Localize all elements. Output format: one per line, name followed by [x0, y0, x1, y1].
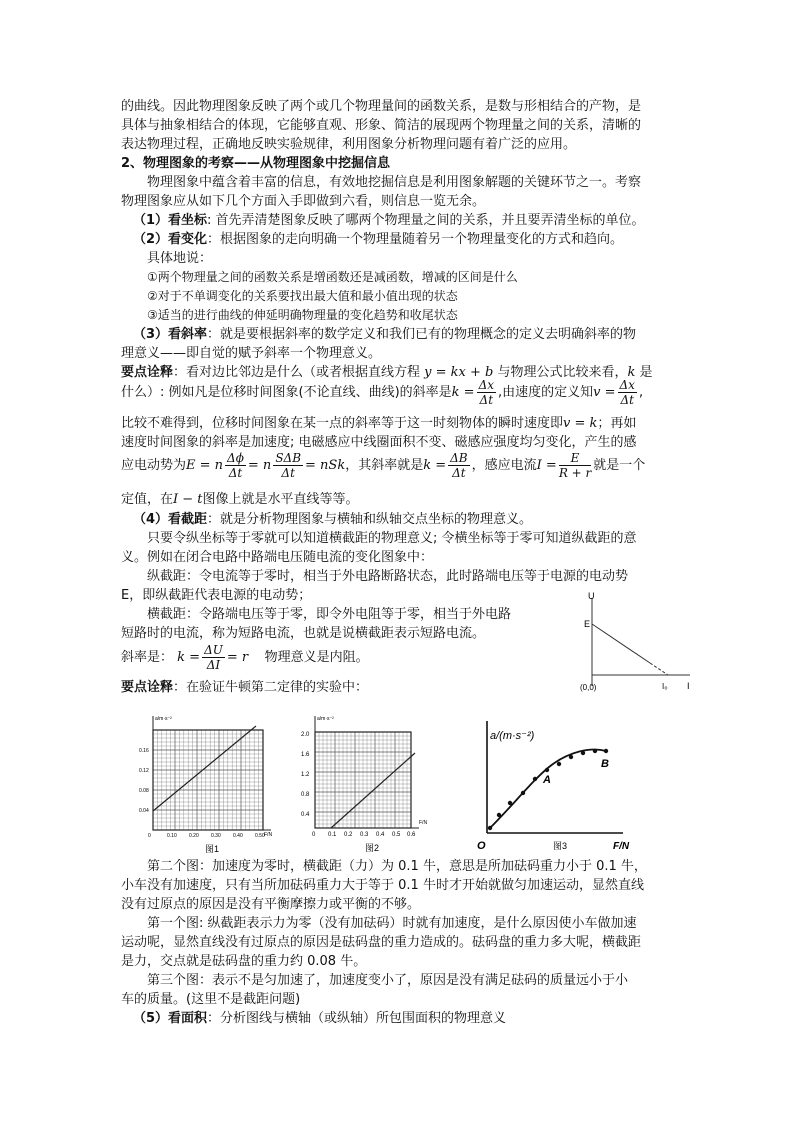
- x-tick: 0: [312, 832, 316, 838]
- section-heading: 2、物理图象的考察——从物理图象中挖掘信息: [121, 156, 391, 171]
- y-tick: 0.16: [139, 748, 149, 754]
- item-label: （2）看变化: [133, 232, 208, 247]
- data-point: [557, 762, 561, 766]
- paragraph: 物理图象中蕴含着丰富的信息，有效地挖掘信息是利用图象解题的关键环节之一。考察: [147, 175, 642, 190]
- point-a-label: A: [543, 774, 551, 786]
- note-line-5: [121, 451, 677, 481]
- paragraph: 车的质量。(这里不是截距问题): [121, 992, 301, 1007]
- fraction-dx-dt: [477, 378, 496, 407]
- paragraph: 第二个图：加速度为零时，横截距（力）为 0.1 牛，意思是所加砝码重力小于 0.1 牛，: [147, 859, 647, 874]
- paragraph: 短路时的电流，称为短路电流，也就是说横截距表示短路电流。: [121, 626, 486, 641]
- text: 应电动势为: [121, 458, 187, 473]
- text: 斜率是：: [121, 650, 174, 665]
- item-4: [133, 510, 689, 529]
- list-item: ③适当的进行曲线的伸延明确物理量的变化趋势和收尾状态: [147, 308, 458, 322]
- point-b-label: B: [601, 758, 609, 770]
- paragraph: 运动呢，显然直线没有过原点的原因是砝码盘的重力造成的。砝码盘的重力多大呢，横截距: [121, 935, 642, 950]
- equation: k =: [423, 458, 447, 473]
- item-1: [133, 211, 689, 230]
- paragraph: 理意义——即自觉的赋予斜率一个物理意义。: [121, 346, 382, 361]
- fraction-dphi-dt: [225, 451, 246, 480]
- origin-tick: 0: [148, 833, 151, 839]
- x-axis-label: I: [687, 681, 690, 691]
- note-line-4: 速度时间图象的斜率是加速度; 电磁感应中线圈面积不变、磁感应强度均匀变化，产生的感: [121, 435, 637, 450]
- x-tick: 0.5: [392, 832, 401, 838]
- intro-line-2: 具体与抽象相结合的体现，它能够直观、形象、简洁的展现两个物理量之间的关系，清晰的: [121, 118, 642, 133]
- origin-label: (0,0): [580, 683, 597, 692]
- numerator: Δx: [478, 378, 494, 392]
- y-tick: 0.08: [139, 788, 149, 794]
- data-point: [604, 749, 608, 753]
- e-label: E: [584, 619, 591, 629]
- list-item: ②对于不单调变化的关系要找出最大值和最小值出现的状态: [147, 289, 458, 303]
- x-tick: 0.2: [344, 832, 353, 838]
- y-tick: 1.6: [301, 752, 310, 758]
- item-label: （1）看坐标: [133, 213, 208, 228]
- intro-line-1: 的曲线。因此物理图象反映了两个或几个物理量间的函数关系，是数与形相结合的产物，是: [121, 99, 642, 114]
- denominator: R + r: [558, 466, 592, 480]
- y-tick: 2.0: [301, 732, 310, 738]
- paragraph: 纵截距：令电流等于零时，相当于外电路断路状态，此时路端电压等于电源的电动势: [147, 569, 629, 584]
- data-point: [497, 813, 501, 817]
- text: ，感应电流: [471, 458, 537, 473]
- equation: = nSk: [305, 458, 346, 473]
- data-curve: [490, 750, 606, 828]
- x-tick: 0.3: [360, 832, 369, 838]
- paragraph: E，即纵截距代表电源的电动势；: [121, 588, 312, 603]
- x-tick: 0.6: [407, 832, 416, 838]
- text: 物理意义是内阻。: [264, 650, 369, 665]
- x-label: F/N: [613, 841, 630, 852]
- text: ；再如: [597, 416, 637, 431]
- y-tick: 0.12: [139, 768, 149, 774]
- denominator: Δt: [281, 466, 295, 480]
- data-point: [533, 777, 537, 781]
- fraction-E-Rr: [559, 451, 591, 480]
- equation: = n: [247, 458, 272, 473]
- denominator: Δt: [228, 466, 243, 480]
- item-label: （4）看截距: [133, 512, 208, 527]
- x-tick: 0.40: [233, 833, 243, 839]
- item-text: ：分析图线与横轴（或纵轴）所包围面积的物理意义: [207, 1011, 507, 1026]
- intro-line-3: 表达物理过程，正确地反映实验规律，利用图象分析物理问题有着广泛的应用。: [121, 137, 577, 152]
- note-label: 要点诠释: [121, 680, 174, 695]
- note-line-6: [121, 490, 677, 509]
- figure-caption: 图2: [365, 843, 380, 853]
- paragraph: 义。例如在闭合电路中路端电压随电流的变化图象中：: [121, 550, 434, 565]
- x-tick: 0.10: [167, 833, 177, 839]
- equation: E = n: [186, 458, 224, 473]
- fraction-dB-dt: [448, 451, 469, 480]
- equation: v = k: [563, 416, 598, 431]
- equation: k: [627, 365, 636, 380]
- fraction-dU-dI: [202, 643, 225, 672]
- x-tick: 0.1: [328, 832, 337, 838]
- numerator: ΔB: [450, 451, 468, 465]
- ui-graph: [580, 590, 700, 700]
- item-2: [133, 230, 689, 249]
- x-tick: 0.50: [255, 833, 265, 839]
- x-label: F/N: [419, 820, 428, 826]
- item-label: （5）看面积: [133, 1011, 208, 1026]
- y-label: a/m·s⁻²: [317, 716, 334, 722]
- i0-label: I₀: [662, 682, 668, 691]
- note-line-2: 什么）: 例如凡是位移时间图象(不论直线、曲线)的斜率是k = $\frac{\Delta x}{\Delta t}$ ,由速度的定义知v = $\frac{\Delta x}{\Delta t}$ ,: [121, 378, 644, 407]
- x-tick: 0.20: [189, 833, 199, 839]
- text: 图像上就是水平直线等等。: [202, 492, 359, 507]
- denominator: Δt: [452, 466, 466, 480]
- y-axis-label: U: [588, 591, 595, 601]
- note-line-3: [121, 414, 677, 433]
- data-point: [488, 826, 492, 830]
- data-point: [593, 749, 597, 753]
- text: 就是一个: [593, 458, 646, 473]
- y-tick: 0.8: [301, 792, 310, 798]
- origin-label: O: [477, 840, 486, 852]
- denominator: Δt: [479, 393, 494, 407]
- y-label: a/m·s⁻²: [155, 716, 172, 722]
- plot-border: [153, 730, 263, 830]
- numerator: Δϕ: [227, 451, 244, 465]
- denominator: ΔI: [206, 658, 221, 672]
- fraction-dx-dt: [618, 378, 637, 407]
- figure-3: [473, 715, 633, 855]
- item-text: ：就是要根据斜率的数学定义和我们已有的物理概念的定义去明确斜率的物: [207, 327, 637, 342]
- paragraph: 第一个图: 纵截距表示力为零（没有加砝码）时就有加速度，是什么原因使小车做加速: [147, 916, 637, 931]
- item-3: [133, 325, 689, 344]
- figure-caption: 图1: [205, 844, 220, 854]
- figure-1: [135, 712, 280, 857]
- x-tick: 0.4: [376, 832, 385, 838]
- y-tick: 1.2: [301, 772, 310, 778]
- item-text: ：就是分析物理图象与横轴和纵轴交点坐标的物理意义。: [207, 512, 533, 527]
- item-text: ：根据图象的走向明确一个物理量随着另一个物理量变化的方式和趋向。: [207, 232, 624, 247]
- y-tick: 0.4: [301, 812, 310, 818]
- paragraph: 没有过原点的原因是没有平衡摩擦力或平衡的不够。: [121, 897, 421, 912]
- paragraph: 横截距：令路端电压等于零，即令外电阻等于零，相当于外电路: [147, 607, 512, 622]
- text: ,由速度的定义知: [498, 385, 594, 400]
- grid: [315, 732, 411, 828]
- note-label: 要点诠释: [121, 365, 174, 380]
- ui-line: [592, 624, 650, 663]
- data-line: [153, 726, 256, 811]
- data-points: [488, 749, 608, 830]
- paragraph: 第三个图：表示不是匀加速了，加速度变小了，原因是没有满足砝码的质量远小于小: [147, 973, 629, 988]
- equation: k =: [451, 385, 475, 400]
- data-point: [545, 768, 549, 772]
- list-item: ①两个物理量之间的函数关系是增函数还是减函数，增减的区间是什么: [147, 270, 518, 284]
- text: 比较不难得到，位移时间图象在某一点的斜率等于这一时刻物体的瞬时速度即: [121, 416, 564, 431]
- paragraph: 物理图象应从如下几个方面入手即做到六看，则信息一览无余。: [121, 194, 486, 209]
- paragraph: 是力，交点就是砝码盘的重力约 0.08 牛。: [121, 954, 367, 969]
- figure-2: [285, 712, 430, 857]
- data-line: [331, 753, 415, 828]
- text: ，其斜率就是: [345, 458, 424, 473]
- item-text: : 首先弄清楚图象反映了哪两个物理量之间的关系，并且要弄清坐标的单位。: [207, 213, 645, 228]
- text: 是: [635, 365, 653, 380]
- x-tick: 0.30: [211, 833, 221, 839]
- equation: k =: [177, 650, 201, 665]
- equation: I =: [536, 458, 557, 473]
- item-5: [133, 1009, 689, 1028]
- text: 什么）: 例如凡是位移时间图象(不论直线、曲线)的斜率是: [121, 385, 452, 400]
- y-label: a/(m·s⁻²): [490, 730, 535, 742]
- figure-caption: 图3: [553, 841, 568, 851]
- grid: [153, 730, 263, 830]
- item-2-sub: 具体地说：: [147, 251, 213, 266]
- data-point: [581, 751, 585, 755]
- equation: = r: [226, 650, 249, 665]
- numerator: Δx: [619, 378, 635, 392]
- fraction-SdB-dt: [273, 451, 303, 480]
- numerator: ΔU: [204, 643, 223, 657]
- item-label: （3）看斜率: [133, 327, 208, 342]
- text: 定值，在: [121, 492, 174, 507]
- data-point: [569, 755, 573, 759]
- paragraph: 小车没有加速度，只有当所加砝码重力大于等于 0.1 牛时才开始就做匀加速运动，显然直线: [121, 878, 644, 893]
- text: ：在验证牛顿第二定律的实验中：: [173, 680, 369, 695]
- equation: y = kx + b: [424, 365, 494, 380]
- x-label: F/N: [264, 832, 273, 838]
- data-point: [508, 801, 512, 805]
- numerator: SΔB: [275, 451, 302, 465]
- equation: I − t: [173, 492, 203, 507]
- paragraph: 只要令纵坐标等于零就可以知道横截距的物理意义; 令横坐标等于零可知道纵截距的意: [147, 531, 637, 546]
- numerator: E: [559, 451, 591, 466]
- text: 与物理公式比较来看，: [497, 365, 628, 380]
- ui-line-extension: [650, 663, 668, 675]
- y-tick: 0.04: [139, 808, 149, 814]
- data-point: [521, 791, 525, 795]
- denominator: Δt: [620, 393, 634, 407]
- equation: v =: [593, 385, 616, 400]
- text: ：看对边比邻边是什么（或者根据直线方程: [173, 365, 421, 380]
